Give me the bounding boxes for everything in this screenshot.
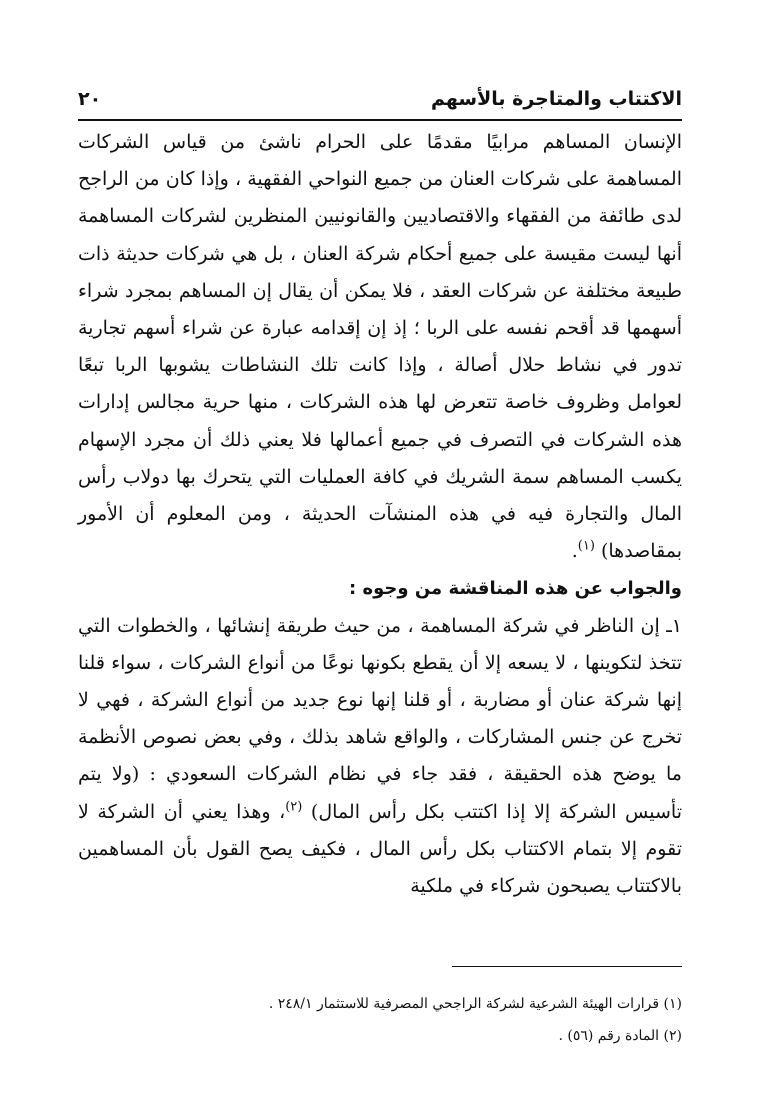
paragraph-answer-one-part-b: ، وهذا يعني أن الشركة لا تقوم إلا بتمام الاكتتاب بكل رأس المال ، فكيف يصح القول بأن المساهمين بالاكتتاب يصبحون شركاء في ملكية	[78, 800, 682, 898]
page-header	[78, 82, 682, 116]
paragraph-answer-one-part-a: ١ـ إن الناظر في شركة المساهمة ، من حيث طريقة إنشائها ، والخطوات التي تتخذ لتكوينها ، لا يسعه إلا أن يقطع بكونها نوعًا من أنواع الشركات ، سواء قلنا إنها شركة عنان أو مضاربة ، أو قلنا إنها نوع جديد من أنواع الشركة ، فهي لا تخرج عن جنس المشاركات ، والواقع شاهد بذلك ، وفي بعض نصوص الأنظمة ما يوضح هذه الحقيقة ، فقد جاء في نظام الشركات السعودي : (ولا يتم تأسيس الشركة إلا إذا اكتتب بكل رأس المال)	[78, 614, 682, 823]
page-number: ٢٠	[78, 88, 102, 110]
header-divider	[78, 119, 682, 121]
running-title: الاكتتاب والمتاجرة بالأسهم	[430, 88, 682, 110]
footnotes	[78, 988, 682, 1052]
answer-heading: والجواب عن هذه المناقشة من وجوه :	[349, 578, 682, 600]
paragraph-discussion	[78, 124, 682, 570]
paragraph-discussion-end: .	[571, 540, 578, 563]
footnote-marker-2: (٢)	[285, 799, 303, 815]
footnote-marker-1: (١)	[577, 538, 595, 554]
main-text	[78, 124, 682, 905]
paragraph-discussion-text: الإنسان المساهم مرابيًا مقدمًا على الحرام ناشئ من قياس الشركات المساهمة على شركات العنان من جميع النواحي الفقهية ، وإذا كان من الراجح لدى طائفة من الفقهاء والاقتصاديين والقانونيين المنظرين لشركات المساهمة أنها ليست مقيسة على جميع أحكام شركة العنان ، بل هي شركات حديثة ذات طبيعة مختلفة عن شركات العقد ، فلا يمكن أن يقال إن المساهم بمجرد شراء أسهمها قد أقحم نفسه على الربا ؛ إذ إن إقدامه عبارة عن شراء أسهم تجارية تدور في نشاط حلال أصالة ، وإذا كانت تلك النشاطات يشوبها الربا تبعًا لعوامل وظروف خاصة تتعرض لها هذه الشركات ، منها حرية مجالس إدارات هذه الشركات في التصرف في جميع أعمالها فلا يعني ذلك أن مجرد الإسهام يكسب المساهم سمة الشريك في كافة العمليات التي يتحرك بها دولاب رأس المال والتجارة فيه في هذه المنشآت الحديثة ، ومن المعلوم أن الأمور بمقاصدها)	[78, 131, 682, 563]
footnote-2: (٢) المادة رقم (٥٦) .	[558, 1028, 682, 1044]
footnote-1: (١) قرارات الهيئة الشرعية لشركة الراجحي المصرفية للاستثمار ٢٤٨/١ .	[268, 996, 682, 1012]
footnote-divider	[452, 966, 682, 967]
paragraph-answer-one	[78, 608, 682, 906]
